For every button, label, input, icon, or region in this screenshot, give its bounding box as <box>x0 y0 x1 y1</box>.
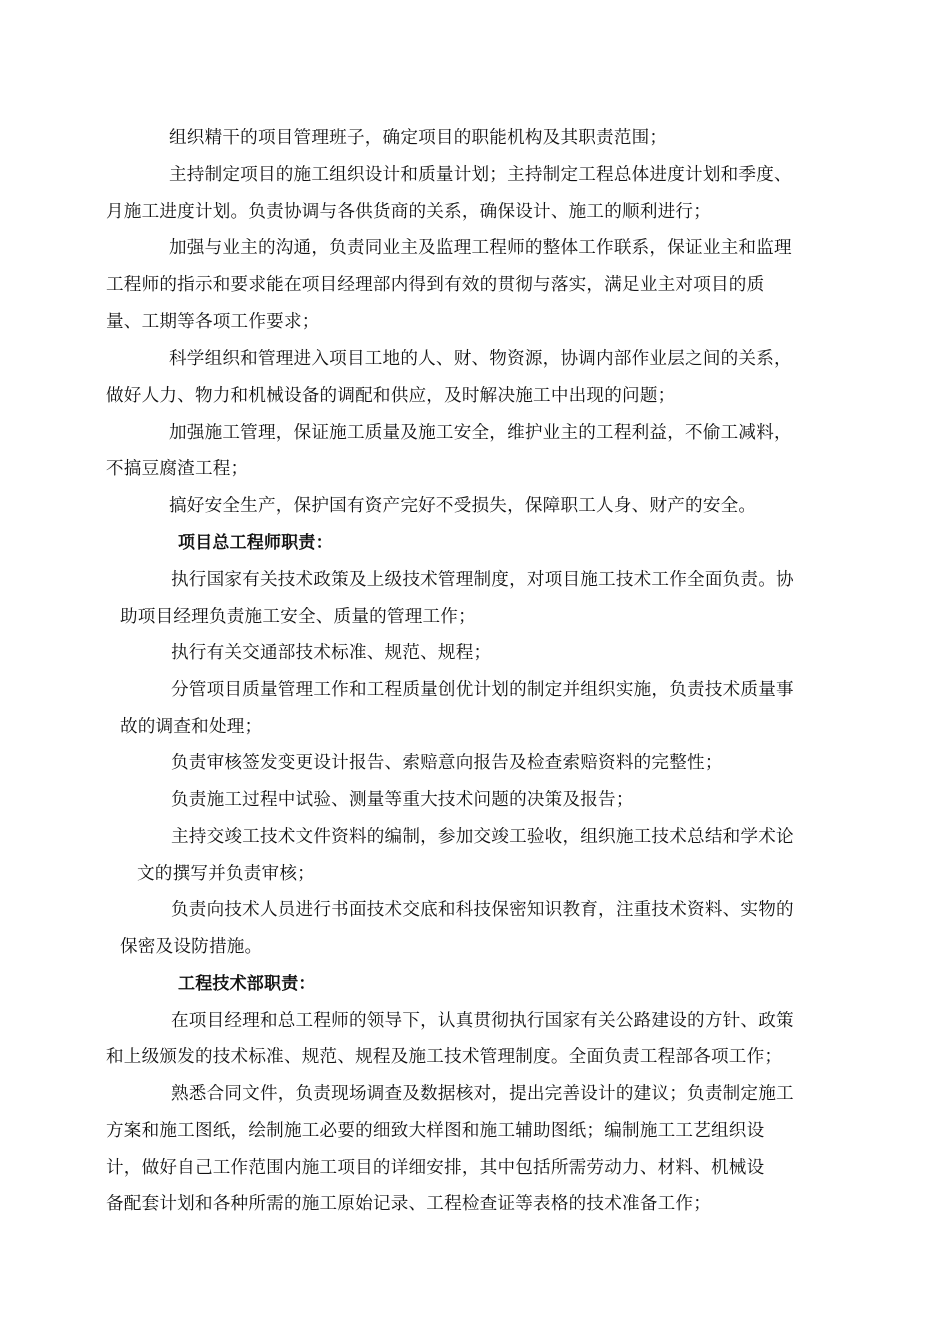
text-line: 加强施工管理，保证施工质量及施工安全，维护业主的工程利益，不偷工减料， <box>169 423 792 443</box>
text-line: 计，做好自己工作范围内施工项目的详细安排，其中包括所需劳动力、材料、机械设 <box>106 1158 765 1178</box>
text-line: 负责施工过程中试验、测量等重大技术问题的决策及报告； <box>171 790 634 810</box>
text-line: 负责审核签发变更设计报告、索赔意向报告及检查索赔资料的完整性； <box>171 753 723 773</box>
text-line: 执行国家有关技术政策及上级技术管理制度，对项目施工技术工作全面负责。协 <box>171 570 794 590</box>
text-line: 主持交竣工技术文件资料的编制，参加交竣工验收，组织施工技术总结和学术论 <box>171 827 794 847</box>
section-heading-chief-engineer: 项目总工程师职责： <box>178 533 333 553</box>
text-line: 执行有关交通部技术标准、规范、规程； <box>171 643 492 663</box>
text-line: 备配套计划和各种所需的施工原始记录、工程检查证等表格的技术准备工作； <box>106 1194 711 1214</box>
text-line: 负责向技术人员进行书面技术交底和科技保密知识教育，注重技术资料、实物的 <box>171 900 794 920</box>
text-line: 组织精干的项目管理班子，确定项目的职能机构及其职责范围； <box>169 128 668 148</box>
text-line: 助项目经理负责施工安全、质量的管理工作； <box>120 607 476 627</box>
section-heading-engineering-dept: 工程技术部职责： <box>178 974 316 994</box>
text-line: 和上级颁发的技术标准、规范、规程及施工技术管理制度。全面负责工程部各项工作； <box>106 1047 783 1067</box>
text-line: 量、工期等各项工作要求； <box>106 312 320 332</box>
text-line: 做好人力、物力和机械设备的调配和供应，及时解决施工中出现的问题； <box>106 386 676 406</box>
text-line: 故的调查和处理； <box>120 717 263 737</box>
text-line: 主持制定项目的施工组织设计和质量计划；主持制定工程总体进度计划和季度、 <box>169 165 792 185</box>
text-line: 不搞豆腐渣工程； <box>106 459 249 479</box>
text-line: 方案和施工图纸，绘制施工必要的细致大样图和施工辅助图纸；编制施工工艺组织设 <box>106 1121 765 1141</box>
text-line: 月施工进度计划。负责协调与各供货商的关系，确保设计、施工的顺利进行； <box>106 202 711 222</box>
text-line: 在项目经理和总工程师的领导下，认真贯彻执行国家有关公路建设的方针、政策 <box>171 1011 794 1031</box>
text-line: 文的撰写并负责审核； <box>137 864 315 884</box>
text-line: 保密及设防措施。 <box>120 937 263 957</box>
text-line: 熟悉合同文件，负责现场调查及数据核对，提出完善设计的建议；负责制定施工 <box>171 1084 794 1104</box>
text-line: 工程师的指示和要求能在项目经理部内得到有效的贯彻与落实，满足业主对项目的质 <box>106 275 765 295</box>
text-line: 科学组织和管理进入项目工地的人、财、物资源，协调内部作业层之间的关系， <box>169 349 792 369</box>
text-line: 加强与业主的沟通，负责同业主及监理工程师的整体工作联系，保证业主和监理 <box>169 238 792 258</box>
text-line: 搞好安全生产，保护国有资产完好不受损失，保障职工人身、财产的安全。 <box>169 496 757 516</box>
text-line: 分管项目质量管理工作和工程质量创优计划的制定并组织实施，负责技术质量事 <box>171 680 794 700</box>
